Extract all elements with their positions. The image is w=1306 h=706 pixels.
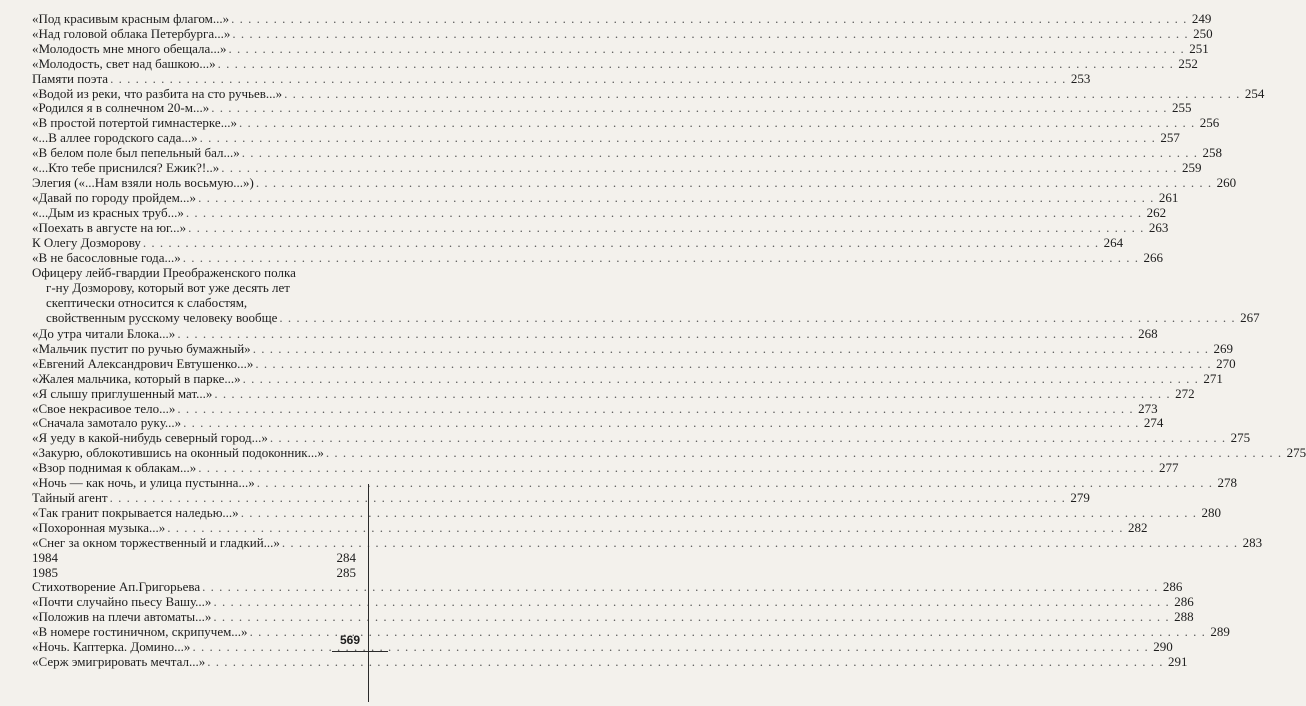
toc-entry[interactable]	[32, 551, 356, 566]
leader-dots	[177, 327, 1133, 342]
toc-page-number: 285	[336, 564, 356, 580]
leader-dots	[214, 387, 1170, 402]
toc-page-number: 274	[1143, 415, 1164, 431]
leader-dots	[250, 625, 1206, 640]
toc-page-number: 289	[1210, 624, 1230, 640]
leader-dots	[282, 536, 1238, 551]
toc-page-number: 275	[1230, 430, 1251, 446]
toc-entry-title: «В номере гостиничном, скрипучем...»	[32, 624, 248, 640]
toc-entry-title: «Мальчик пустит по ручью бумажный»	[32, 340, 251, 356]
toc-entry[interactable]	[32, 355, 1236, 372]
leader-dots	[270, 431, 1226, 446]
leader-dots	[167, 521, 1123, 536]
leader-dots	[256, 176, 1212, 191]
leader-dots	[211, 101, 1167, 116]
toc-page-number: 275	[1286, 445, 1306, 461]
leader-dots	[183, 251, 1139, 266]
toc-entry[interactable]	[32, 189, 1179, 206]
toc-entry-title: 1985	[32, 564, 58, 580]
table-of-contents	[32, 11, 1306, 670]
toc-page-number: 260	[1216, 174, 1237, 190]
toc-entry[interactable]	[32, 130, 1180, 146]
toc-page-number: 257	[1160, 130, 1180, 146]
toc-entry[interactable]	[32, 400, 1158, 417]
leader-dots	[192, 640, 1148, 655]
toc-entry-title: «Почти случайно пьесу Вашу...»	[32, 594, 212, 610]
leader-dots	[255, 357, 1211, 372]
leader-dots	[241, 506, 1197, 521]
leader-dots	[213, 610, 1169, 625]
toc-entry[interactable]	[32, 415, 1164, 431]
toc-entry-title: «Ночь — как ночь, и улица пустынна...»	[32, 475, 255, 491]
toc-entry-title: «Молодость, свет над башкою...»	[32, 55, 216, 71]
toc-entry-title: «Сначала замотало руку...»	[32, 415, 182, 431]
toc-entry[interactable]	[32, 70, 1091, 87]
toc-entry-title: «Жалея мальчика, который в парке...»	[32, 370, 241, 386]
toc-entry-title: Тайный агент	[32, 490, 108, 505]
leader-dots	[229, 42, 1185, 57]
toc-entry-title: «...Кто тебе приснился? Ежик?!..»	[32, 160, 220, 176]
toc-entry[interactable]	[32, 249, 1164, 266]
toc-entry[interactable]	[32, 55, 1198, 72]
leader-dots	[110, 491, 1066, 506]
toc-entry-title: «Закурю, облокотившись на оконный подоконник...»	[32, 445, 324, 461]
toc-page-number: 267	[1240, 310, 1260, 326]
toc-entry-title: «Под красивым красным флагом...»	[32, 11, 230, 26]
toc-entry[interactable]	[32, 385, 1195, 402]
toc-entry-title: Элегия («...Нам взяли ноль восьмую...»)	[32, 174, 254, 190]
leader-dots	[183, 416, 1139, 431]
toc-entry-title: «До утра читали Блока...»	[32, 326, 176, 342]
toc-page-number: 259	[1182, 160, 1202, 176]
toc-entry-title: «Давай по городу пройдем...»	[32, 189, 197, 205]
toc-page-number: 252	[1178, 55, 1198, 71]
toc-entry-title: «Серж эмигрировать мечтал...»	[32, 653, 206, 669]
toc-entry[interactable]	[32, 475, 1237, 491]
toc-entry-title: «Похоронная музыка...»	[32, 519, 166, 535]
toc-entry[interactable]	[32, 100, 1192, 116]
toc-entry[interactable]	[32, 594, 1194, 610]
toc-entry-title: «Молодость мне много обещала...»	[32, 40, 227, 56]
leader-dots	[242, 146, 1198, 161]
toc-entry[interactable]	[32, 504, 1221, 521]
toc-page-number: 253	[1070, 70, 1091, 86]
toc-entry[interactable]	[32, 579, 1183, 595]
toc-entry[interactable]	[32, 490, 1090, 506]
toc-page-number: 270	[1216, 355, 1236, 371]
leader-dots	[231, 12, 1187, 27]
toc-page-number: 278	[1217, 475, 1237, 491]
toc-entry[interactable]	[32, 204, 1167, 221]
leader-dots	[326, 446, 1282, 461]
toc-entry-title: «В белом поле был пепельный бал...»	[32, 145, 240, 161]
leader-dots	[200, 131, 1156, 146]
toc-entry[interactable]	[32, 566, 356, 581]
toc-entry-title: «Снег за окном торжественный и гладкий...»	[32, 534, 280, 550]
toc-page-number: 250	[1193, 25, 1213, 41]
toc-entry-title: Памяти поэта	[32, 70, 109, 86]
toc-entry-line-3: скептически относится к слабостям,	[46, 295, 248, 311]
toc-entry[interactable]	[32, 460, 1179, 476]
toc-page-number: 286	[1162, 579, 1183, 595]
toc-page-number: 251	[1189, 40, 1209, 56]
toc-page-number: 273	[1138, 400, 1158, 416]
toc-page-number: 280	[1201, 504, 1221, 520]
page-number: 569	[340, 633, 361, 647]
toc-entry-title: К Олегу Дозморову	[32, 234, 141, 250]
toc-entry-multiline[interactable]	[32, 265, 1260, 326]
toc-entry-title: «В не басословные года...»	[32, 249, 181, 265]
leader-dots	[253, 342, 1209, 357]
leader-dots	[110, 72, 1066, 87]
toc-page-number: 284	[336, 549, 356, 565]
leader-dots	[143, 236, 1099, 251]
page-edge-rule-vertical	[368, 484, 369, 702]
toc-page-number: 291	[1167, 653, 1188, 669]
toc-page-number: 290	[1153, 639, 1173, 655]
toc-entry[interactable]	[32, 445, 1306, 461]
toc-page-number: 263	[1148, 219, 1169, 235]
toc-page-number: 249	[1191, 11, 1212, 26]
toc-entry-title: «Ночь. Каптерка. Домино...»	[32, 639, 191, 655]
toc-entry[interactable]	[32, 40, 1209, 57]
toc-entry[interactable]	[32, 234, 1124, 251]
toc-page-number: 256	[1199, 115, 1220, 131]
leader-dots	[198, 191, 1154, 206]
toc-entry-title: «Свое некрасивое тело...»	[32, 400, 176, 416]
toc-page-number: 264	[1103, 234, 1124, 250]
toc-entry-line-4: свойственным русскому человеку вообще . . . 267	[32, 311, 356, 326]
leader-dots	[188, 221, 1144, 236]
leader-dots	[202, 580, 1158, 595]
toc-entry-title: «Водой из реки, что разбита на сто ручьев...»	[32, 85, 283, 101]
toc-entry[interactable]	[32, 160, 1202, 176]
toc-entry-title: «Я слышу приглушенный мат...»	[32, 385, 213, 401]
toc-entry[interactable]	[32, 534, 1263, 551]
toc-entry[interactable]	[32, 340, 1233, 357]
page-edge-rule-horizontal	[332, 651, 388, 652]
toc-entry-line-1: Офицеру лейб-гвардии Преображенского полка	[32, 265, 296, 281]
leader-dots	[279, 311, 1235, 326]
toc-page-number: 279	[1070, 490, 1090, 505]
toc-entry-title: «...Дым из красных труб...»	[32, 204, 184, 220]
toc-entry[interactable]	[32, 370, 1223, 387]
toc-entry-line-2: г-ну Дозморову, который вот уже десять лет	[46, 280, 290, 296]
leader-dots	[198, 461, 1154, 476]
leader-dots	[239, 116, 1195, 131]
toc-page-number: 288	[1174, 609, 1194, 625]
toc-entry[interactable]	[32, 115, 1220, 131]
leader-dots	[243, 372, 1199, 387]
toc-entry[interactable]	[32, 219, 1169, 236]
toc-entry-title: «Взор поднимая к облакам...»	[32, 460, 197, 476]
toc-page-number: 261	[1158, 189, 1179, 205]
toc-entry[interactable]	[32, 25, 1213, 42]
leader-dots	[221, 161, 1177, 176]
toc-entry[interactable]	[32, 326, 1158, 342]
toc-page-number: 255	[1171, 100, 1192, 116]
leader-dots	[284, 87, 1240, 102]
toc-page-number: 286	[1174, 594, 1194, 610]
toc-entry[interactable]	[32, 174, 1237, 191]
toc-entry-title: «Положив на плечи автоматы...»	[32, 609, 212, 625]
toc-section-1	[32, 11, 1265, 265]
toc-entry-title: «Я уеду в какой-нибудь северный город...»	[32, 430, 268, 446]
toc-page-number: 272	[1175, 385, 1195, 401]
toc-entry[interactable]	[32, 145, 1222, 161]
leader-dots	[213, 595, 1169, 610]
leader-dots	[218, 57, 1174, 72]
leader-dots	[232, 27, 1188, 42]
toc-page-number: 254	[1244, 85, 1265, 101]
toc-entry-title: «Евгений Александрович Евтушенко...»	[32, 355, 254, 371]
leader-dots	[186, 206, 1142, 221]
toc-section-2	[32, 326, 1306, 670]
toc-page-number: 271	[1203, 370, 1223, 386]
toc-page-number: 262	[1146, 204, 1167, 220]
toc-page-number: 268	[1138, 326, 1158, 342]
leader-dots	[207, 655, 1163, 670]
toc-page-number: 258	[1202, 145, 1222, 161]
leader-dots	[177, 402, 1133, 417]
leader-dots	[257, 476, 1213, 491]
toc-entry-title: «...В аллее городского сада...»	[32, 130, 198, 146]
toc-page-number: 269	[1213, 340, 1233, 356]
toc-page-number: 266	[1143, 249, 1164, 265]
toc-entry-title: «Над головой облака Петербурга...»	[32, 25, 231, 41]
toc-entry[interactable]	[32, 11, 1212, 27]
toc-entry-title: 1984	[32, 549, 58, 565]
toc-entry-title: «В простой потертой гимнастерке...»	[32, 115, 237, 131]
toc-entry[interactable]	[32, 519, 1148, 536]
toc-entry[interactable]	[32, 430, 1251, 446]
toc-entry[interactable]	[32, 609, 1194, 625]
toc-entry-title: «Родился я в солнечном 20-м...»	[32, 100, 210, 116]
toc-page-number: 282	[1127, 519, 1148, 535]
toc-entry[interactable]	[32, 653, 1188, 670]
toc-entry-title: «Поехать в августе на юг...»	[32, 219, 187, 235]
toc-page-number: 283	[1242, 534, 1263, 550]
toc-entry-title: Стихотворение Ап.Григорьева	[32, 579, 201, 595]
toc-entry-title: «Так гранит покрывается наледью...»	[32, 504, 239, 520]
toc-page-number: 277	[1158, 460, 1179, 476]
toc-entry[interactable]	[32, 85, 1265, 102]
